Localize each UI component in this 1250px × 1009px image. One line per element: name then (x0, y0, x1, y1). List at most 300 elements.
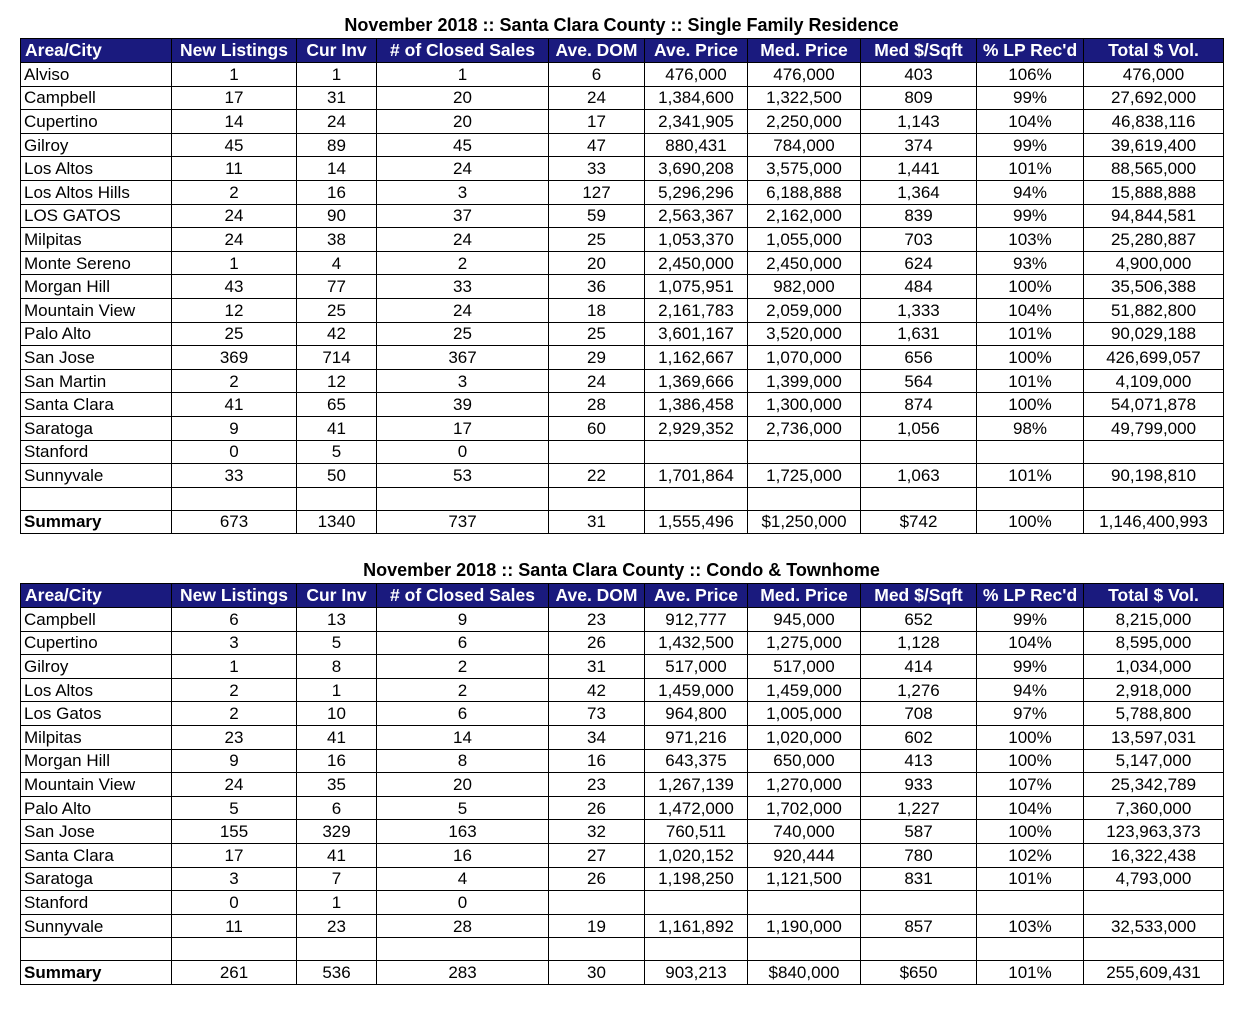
table-cell: 23 (172, 725, 297, 749)
table-row (21, 820, 1224, 844)
table-cell: 23 (549, 773, 645, 797)
table-cell: 971,216 (645, 725, 748, 749)
table-cell: 41 (297, 725, 377, 749)
table-cell: 38 (297, 228, 377, 252)
table-cell: 4,109,000 (1084, 369, 1224, 393)
table-cell: 414 (861, 655, 977, 679)
table-cell: 101% (977, 867, 1084, 891)
column-header: # of Closed Sales (377, 584, 549, 608)
table-cell: 2,929,352 (645, 416, 748, 440)
column-header: Area/City (21, 39, 172, 63)
table-row (21, 440, 1224, 464)
table-cell: 1,555,496 (645, 510, 748, 534)
table-cell: 1,459,000 (748, 678, 861, 702)
condo-header-row (21, 584, 1224, 608)
table-cell: 101% (977, 369, 1084, 393)
table-cell: 737 (377, 510, 549, 534)
table-cell: 104% (977, 796, 1084, 820)
table-cell: 107% (977, 773, 1084, 797)
table-cell: 39 (377, 393, 549, 417)
table-cell: 33 (377, 275, 549, 299)
area-city-cell: Gilroy (21, 133, 172, 157)
table-cell: 3,520,000 (748, 322, 861, 346)
area-city-cell: Cupertino (21, 631, 172, 655)
table-cell: 100% (977, 275, 1084, 299)
table-cell: 1,143 (861, 110, 977, 134)
table-row (21, 86, 1224, 110)
table-cell: 28 (549, 393, 645, 417)
table-cell: 1,384,600 (645, 86, 748, 110)
table-cell: 47 (549, 133, 645, 157)
blank-row (21, 487, 1224, 510)
table-cell: 1340 (297, 510, 377, 534)
table-cell: 2,450,000 (645, 251, 748, 275)
area-city-cell: Palo Alto (21, 796, 172, 820)
table-cell: 25 (549, 228, 645, 252)
area-city-cell: Los Gatos (21, 702, 172, 726)
table-cell (861, 440, 977, 464)
table-cell: 99% (977, 133, 1084, 157)
table-cell: 2 (377, 251, 549, 275)
table-row (21, 867, 1224, 891)
table-row (21, 251, 1224, 275)
table-cell: 39,619,400 (1084, 133, 1224, 157)
table-cell: 476,000 (1084, 63, 1224, 87)
table-cell: 104% (977, 631, 1084, 655)
table-cell: 5,296,296 (645, 180, 748, 204)
table-cell: 650,000 (748, 749, 861, 773)
table-cell: 25 (297, 298, 377, 322)
table-cell (172, 487, 297, 510)
table-cell: 13 (297, 608, 377, 632)
table-cell: 0 (172, 440, 297, 464)
table-cell: 127 (549, 180, 645, 204)
table-cell: 536 (297, 961, 377, 985)
table-cell: 36 (549, 275, 645, 299)
table-cell: 16,322,438 (1084, 843, 1224, 867)
table-cell: 602 (861, 725, 977, 749)
table-cell (1084, 487, 1224, 510)
table-cell: 7,360,000 (1084, 796, 1224, 820)
table-cell: 2,161,783 (645, 298, 748, 322)
table-cell: 1,020,000 (748, 725, 861, 749)
table-cell: 964,800 (645, 702, 748, 726)
table-cell (297, 938, 377, 961)
table-cell: 2,563,367 (645, 204, 748, 228)
table-cell: 94,844,581 (1084, 204, 1224, 228)
table-cell (1084, 440, 1224, 464)
table-cell: 11 (172, 914, 297, 938)
table-cell: 1,121,500 (748, 867, 861, 891)
table-cell: 261 (172, 961, 297, 985)
area-city-cell: Morgan Hill (21, 275, 172, 299)
table-cell: 1,056 (861, 416, 977, 440)
table-cell: 99% (977, 655, 1084, 679)
table-cell: 101% (977, 157, 1084, 181)
area-city-cell: Los Altos (21, 157, 172, 181)
table-cell: 28 (377, 914, 549, 938)
table-cell: 13,597,031 (1084, 725, 1224, 749)
area-city-cell: Los Altos Hills (21, 180, 172, 204)
table-cell: 89 (297, 133, 377, 157)
table-cell: 24 (549, 86, 645, 110)
table-row (21, 843, 1224, 867)
table-cell: 4,793,000 (1084, 867, 1224, 891)
table-cell: 6 (377, 702, 549, 726)
table-cell: 8 (297, 655, 377, 679)
column-header: Total $ Vol. (1084, 584, 1224, 608)
table-cell (645, 891, 748, 915)
table-row (21, 298, 1224, 322)
table-row (21, 891, 1224, 915)
area-city-cell: LOS GATOS (21, 204, 172, 228)
column-header: # of Closed Sales (377, 39, 549, 63)
table-cell (861, 891, 977, 915)
table-row (21, 678, 1224, 702)
table-cell: 2,059,000 (748, 298, 861, 322)
table-cell: 656 (861, 346, 977, 370)
table-row (21, 393, 1224, 417)
table-cell: 50 (297, 464, 377, 488)
table-cell: 3,690,208 (645, 157, 748, 181)
table-cell: 0 (377, 891, 549, 915)
table-cell: 476,000 (645, 63, 748, 87)
table-cell: 5 (377, 796, 549, 820)
table-cell: 1 (377, 63, 549, 87)
column-header: Total $ Vol. (1084, 39, 1224, 63)
table-cell (748, 487, 861, 510)
table-cell: 9 (377, 608, 549, 632)
table-cell: 26 (549, 796, 645, 820)
table-cell: 12 (297, 369, 377, 393)
table-cell: 1,075,951 (645, 275, 748, 299)
table-cell (977, 440, 1084, 464)
table-cell: 17 (377, 416, 549, 440)
table-cell: 100% (977, 820, 1084, 844)
table-cell: 903,213 (645, 961, 748, 985)
column-header: Ave. Price (645, 584, 748, 608)
table-cell: 831 (861, 867, 977, 891)
table-cell: 23 (297, 914, 377, 938)
table-cell: 6 (297, 796, 377, 820)
table-cell: 45 (172, 133, 297, 157)
area-city-cell: Mountain View (21, 298, 172, 322)
table-row (21, 914, 1224, 938)
table-cell: 54,071,878 (1084, 393, 1224, 417)
area-city-cell: Santa Clara (21, 843, 172, 867)
table-cell: 1 (297, 63, 377, 87)
table-cell: 2 (377, 678, 549, 702)
table-cell: 24 (377, 298, 549, 322)
table-cell: 26 (549, 631, 645, 655)
table-cell: 24 (172, 228, 297, 252)
area-city-cell: Saratoga (21, 416, 172, 440)
table-cell: 103% (977, 914, 1084, 938)
table-cell: 25,280,887 (1084, 228, 1224, 252)
table-cell: 37 (377, 204, 549, 228)
table-cell: 2,162,000 (748, 204, 861, 228)
table-cell: 31 (297, 86, 377, 110)
table-cell: 5 (297, 631, 377, 655)
table-row (21, 608, 1224, 632)
table-cell: 41 (297, 416, 377, 440)
table-row (21, 228, 1224, 252)
table-cell: 3,601,167 (645, 322, 748, 346)
table-cell: 45 (377, 133, 549, 157)
table-cell: 49,799,000 (1084, 416, 1224, 440)
table-cell: 4,900,000 (1084, 251, 1224, 275)
table-cell: 42 (297, 322, 377, 346)
table-row (21, 110, 1224, 134)
blank-row (21, 938, 1224, 961)
table-cell: 14 (377, 725, 549, 749)
table-cell: 624 (861, 251, 977, 275)
table-row (21, 204, 1224, 228)
table-cell (549, 891, 645, 915)
table-cell: 2,918,000 (1084, 678, 1224, 702)
sfr-header-row (21, 39, 1224, 63)
table-cell: 426,699,057 (1084, 346, 1224, 370)
table-cell: 1,227 (861, 796, 977, 820)
table-cell: 65 (297, 393, 377, 417)
table-cell (297, 487, 377, 510)
table-cell: 6 (377, 631, 549, 655)
table-cell (377, 938, 549, 961)
table-cell: 100% (977, 725, 1084, 749)
table-cell: 100% (977, 346, 1084, 370)
area-city-cell: Gilroy (21, 655, 172, 679)
table-cell: 1,267,139 (645, 773, 748, 797)
table-cell: 6 (549, 63, 645, 87)
area-city-cell: Milpitas (21, 228, 172, 252)
column-header: New Listings (172, 584, 297, 608)
column-header: New Listings (172, 39, 297, 63)
table-cell: 17 (172, 86, 297, 110)
table-cell: 780 (861, 843, 977, 867)
table-cell: 25 (377, 322, 549, 346)
table-cell: 7 (297, 867, 377, 891)
table-cell: 5 (297, 440, 377, 464)
table-cell: 94% (977, 180, 1084, 204)
table-cell: 30 (549, 961, 645, 985)
table-cell: 33 (549, 157, 645, 181)
table-cell: 14 (297, 157, 377, 181)
table-cell: 374 (861, 133, 977, 157)
column-header: Area/City (21, 584, 172, 608)
table-cell (748, 938, 861, 961)
area-city-cell: Sunnyvale (21, 914, 172, 938)
sfr-table-body (21, 63, 1224, 534)
table-cell: 2 (172, 369, 297, 393)
table-row (21, 773, 1224, 797)
table-cell: 93% (977, 251, 1084, 275)
table-cell: 11 (172, 157, 297, 181)
table-cell: 25 (549, 322, 645, 346)
table-cell: 123,963,373 (1084, 820, 1224, 844)
table-cell: 99% (977, 204, 1084, 228)
table-cell (861, 487, 977, 510)
table-cell: 98% (977, 416, 1084, 440)
column-header: % LP Rec'd (977, 584, 1084, 608)
table-cell: 5,147,000 (1084, 749, 1224, 773)
table-cell: 20 (377, 110, 549, 134)
table-row (21, 725, 1224, 749)
table-cell: 17 (549, 110, 645, 134)
table-cell: 643,375 (645, 749, 748, 773)
area-city-cell: Monte Sereno (21, 251, 172, 275)
table-cell: 283 (377, 961, 549, 985)
table-cell: 35 (297, 773, 377, 797)
table-cell: 3 (377, 180, 549, 204)
table-cell (645, 938, 748, 961)
table-cell: 1,333 (861, 298, 977, 322)
table-cell: 25,342,789 (1084, 773, 1224, 797)
table-cell: 1,276 (861, 678, 977, 702)
table-row (21, 369, 1224, 393)
table-cell: 100% (977, 749, 1084, 773)
area-city-cell: Campbell (21, 608, 172, 632)
column-header: Ave. Price (645, 39, 748, 63)
table-cell: 1 (172, 63, 297, 87)
table-cell (1084, 938, 1224, 961)
table-cell: 413 (861, 749, 977, 773)
table-cell: 23 (549, 608, 645, 632)
table-cell: 740,000 (748, 820, 861, 844)
table-cell: 99% (977, 608, 1084, 632)
table-cell (977, 891, 1084, 915)
table-row (21, 464, 1224, 488)
table-cell: 99% (977, 86, 1084, 110)
table-cell: 517,000 (645, 655, 748, 679)
column-header: Cur Inv (297, 39, 377, 63)
table-cell: 1,472,000 (645, 796, 748, 820)
table-cell: 1,725,000 (748, 464, 861, 488)
table-row (21, 63, 1224, 87)
table-cell: 3,575,000 (748, 157, 861, 181)
area-city-cell: Cupertino (21, 110, 172, 134)
column-header: Ave. DOM (549, 584, 645, 608)
table-cell: 43 (172, 275, 297, 299)
table-cell: 587 (861, 820, 977, 844)
table-cell: 708 (861, 702, 977, 726)
table-cell: 1,198,250 (645, 867, 748, 891)
table-cell: 24 (377, 157, 549, 181)
condo-table-body (21, 608, 1224, 985)
table-cell: 34 (549, 725, 645, 749)
table-cell: 1,190,000 (748, 914, 861, 938)
table-cell: 1,631 (861, 322, 977, 346)
table-row (21, 346, 1224, 370)
area-city-cell: Saratoga (21, 867, 172, 891)
table-cell: 31 (549, 655, 645, 679)
table-cell: 155 (172, 820, 297, 844)
column-header: Med. Price (748, 39, 861, 63)
table-cell: 2,250,000 (748, 110, 861, 134)
table-cell: 857 (861, 914, 977, 938)
table-cell: 2,341,905 (645, 110, 748, 134)
table-cell: 12 (172, 298, 297, 322)
table-cell: 369 (172, 346, 297, 370)
table-cell: 90 (297, 204, 377, 228)
column-header: Med $/Sqft (861, 584, 977, 608)
table-cell: 2 (172, 180, 297, 204)
table-cell: 41 (297, 843, 377, 867)
table-cell: 1,275,000 (748, 631, 861, 655)
table-cell: 1,702,000 (748, 796, 861, 820)
table-cell: 329 (297, 820, 377, 844)
sfr-table (20, 38, 1224, 534)
table-cell: 1,322,500 (748, 86, 861, 110)
table-row (21, 796, 1224, 820)
table-cell: 484 (861, 275, 977, 299)
table-cell (645, 440, 748, 464)
table-cell: 8,215,000 (1084, 608, 1224, 632)
table-cell: 20 (377, 86, 549, 110)
table-cell: 46,838,116 (1084, 110, 1224, 134)
table-row (21, 702, 1224, 726)
table-cell: 51,882,800 (1084, 298, 1224, 322)
table-cell (549, 487, 645, 510)
table-cell: 25 (172, 322, 297, 346)
table-cell: 88,565,000 (1084, 157, 1224, 181)
table-cell: 101% (977, 961, 1084, 985)
table-cell: 24 (172, 773, 297, 797)
sfr-table-title: November 2018 :: Santa Clara County :: Single Family Residence (344, 15, 899, 35)
single-family-section (20, 12, 1223, 534)
table-cell: $1,250,000 (748, 510, 861, 534)
area-city-cell: Mountain View (21, 773, 172, 797)
table-cell: 19 (549, 914, 645, 938)
table-cell: 16 (549, 749, 645, 773)
table-cell: 1,063 (861, 464, 977, 488)
table-cell: 73 (549, 702, 645, 726)
table-cell (549, 440, 645, 464)
table-cell (1084, 891, 1224, 915)
table-cell: 564 (861, 369, 977, 393)
area-city-cell: Summary (21, 510, 172, 534)
table-cell: 1,162,667 (645, 346, 748, 370)
table-cell: 1,432,500 (645, 631, 748, 655)
table-cell: 5 (172, 796, 297, 820)
table-cell: 839 (861, 204, 977, 228)
table-cell: 6 (172, 608, 297, 632)
table-cell: $742 (861, 510, 977, 534)
area-city-cell (21, 938, 172, 961)
table-cell: 1,459,000 (645, 678, 748, 702)
table-cell (861, 938, 977, 961)
table-cell: 15,888,888 (1084, 180, 1224, 204)
summary-row (21, 961, 1224, 985)
table-cell: 33 (172, 464, 297, 488)
table-cell: 1 (172, 655, 297, 679)
area-city-cell: San Jose (21, 346, 172, 370)
table-cell: 874 (861, 393, 977, 417)
table-cell: 1 (297, 891, 377, 915)
table-cell: 4 (377, 867, 549, 891)
table-cell (977, 487, 1084, 510)
table-cell: 673 (172, 510, 297, 534)
table-row (21, 133, 1224, 157)
table-row (21, 749, 1224, 773)
table-cell: 9 (172, 416, 297, 440)
table-cell (748, 891, 861, 915)
table-row (21, 157, 1224, 181)
condo-section (20, 557, 1223, 985)
table-cell: 17 (172, 843, 297, 867)
table-cell: 6,188,888 (748, 180, 861, 204)
table-cell: 982,000 (748, 275, 861, 299)
table-cell: 5,788,800 (1084, 702, 1224, 726)
